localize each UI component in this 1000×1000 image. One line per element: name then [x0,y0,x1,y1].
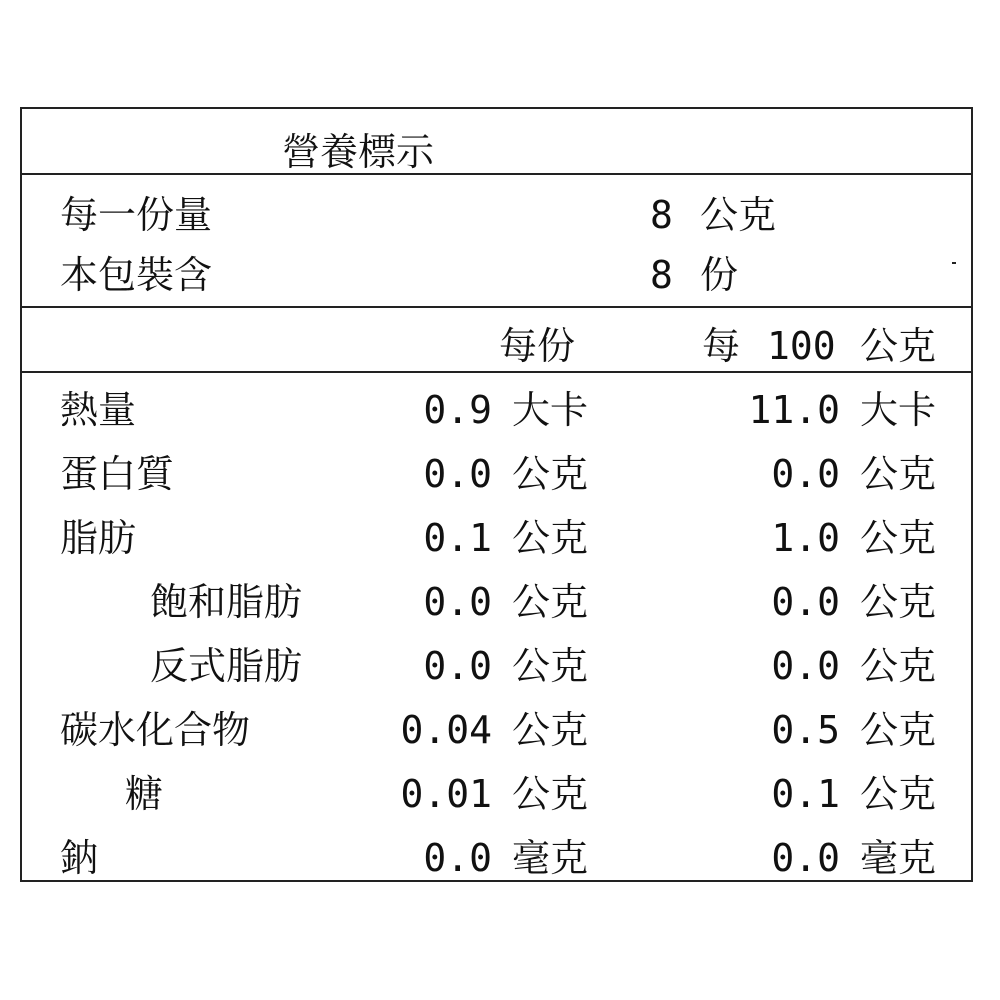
per-100g-unit: 公克 [860,516,937,560]
per-serving-unit: 公克 [512,452,589,496]
per-100g-value: 1.0 [771,516,840,560]
divider-title [22,173,971,175]
per-serving-value: 0.0 [423,836,492,880]
per-serving-value: 0.0 [423,580,492,624]
nutrient-name: 熱量 [60,388,137,432]
panel-title: 營養標示 [282,130,435,174]
per-100g-unit: 公克 [860,644,937,688]
per-100g-value: 0.0 [771,644,840,688]
nutrient-name: 脂肪 [60,516,137,560]
serving-size-value: 8 [650,193,673,237]
per-serving-unit: 公克 [512,580,589,624]
per-100g-unit: 公克 [860,772,937,816]
divider-header-tick [952,262,956,264]
per-serving-unit: 公克 [512,708,589,752]
per-100g-value: 0.5 [771,708,840,752]
per-100g-unit: 公克 [860,708,937,752]
divider-serving [22,306,971,308]
per-100g-unit: 毫克 [860,836,937,880]
per-100g-unit: 大卡 [860,388,937,432]
column-header-per-serving: 每份 [499,324,576,368]
servings-per-package-unit: 份 [700,253,739,297]
column-header-per-100-amount: 100 [767,324,836,368]
per-serving-value: 0.1 [423,516,492,560]
divider-header [22,371,971,373]
nutrient-name: 飽和脂肪 [150,580,303,624]
per-100g-value: 11.0 [748,388,840,432]
per-serving-unit: 公克 [512,644,589,688]
per-serving-unit: 公克 [512,516,589,560]
nutrient-name: 碳水化合物 [60,708,251,752]
per-serving-unit: 公克 [512,772,589,816]
per-serving-value: 0.01 [400,772,492,816]
servings-per-package-value: 8 [650,253,673,297]
per-100g-value: 0.0 [771,836,840,880]
per-100g-unit: 公克 [860,580,937,624]
per-serving-value: 0.9 [423,388,492,432]
column-header-per-100-unit: 公克 [860,324,937,368]
per-100g-value: 0.1 [771,772,840,816]
nutrient-name: 糖 [125,772,164,816]
per-serving-unit: 大卡 [512,388,589,432]
nutrient-name: 反式脂肪 [150,644,303,688]
column-header-per-100-prefix: 每 [702,324,741,368]
per-100g-unit: 公克 [860,452,937,496]
per-100g-value: 0.0 [771,452,840,496]
per-100g-value: 0.0 [771,580,840,624]
per-serving-value: 0.04 [400,708,492,752]
servings-per-package-label: 本包裝含 [60,253,213,297]
per-serving-value: 0.0 [423,644,492,688]
nutrient-name: 鈉 [60,836,99,880]
per-serving-value: 0.0 [423,452,492,496]
serving-size-unit: 公克 [700,193,777,237]
per-serving-unit: 毫克 [512,836,589,880]
nutrition-facts-panel [20,107,973,882]
nutrient-name: 蛋白質 [60,452,175,496]
serving-size-label: 每一份量 [60,193,213,237]
